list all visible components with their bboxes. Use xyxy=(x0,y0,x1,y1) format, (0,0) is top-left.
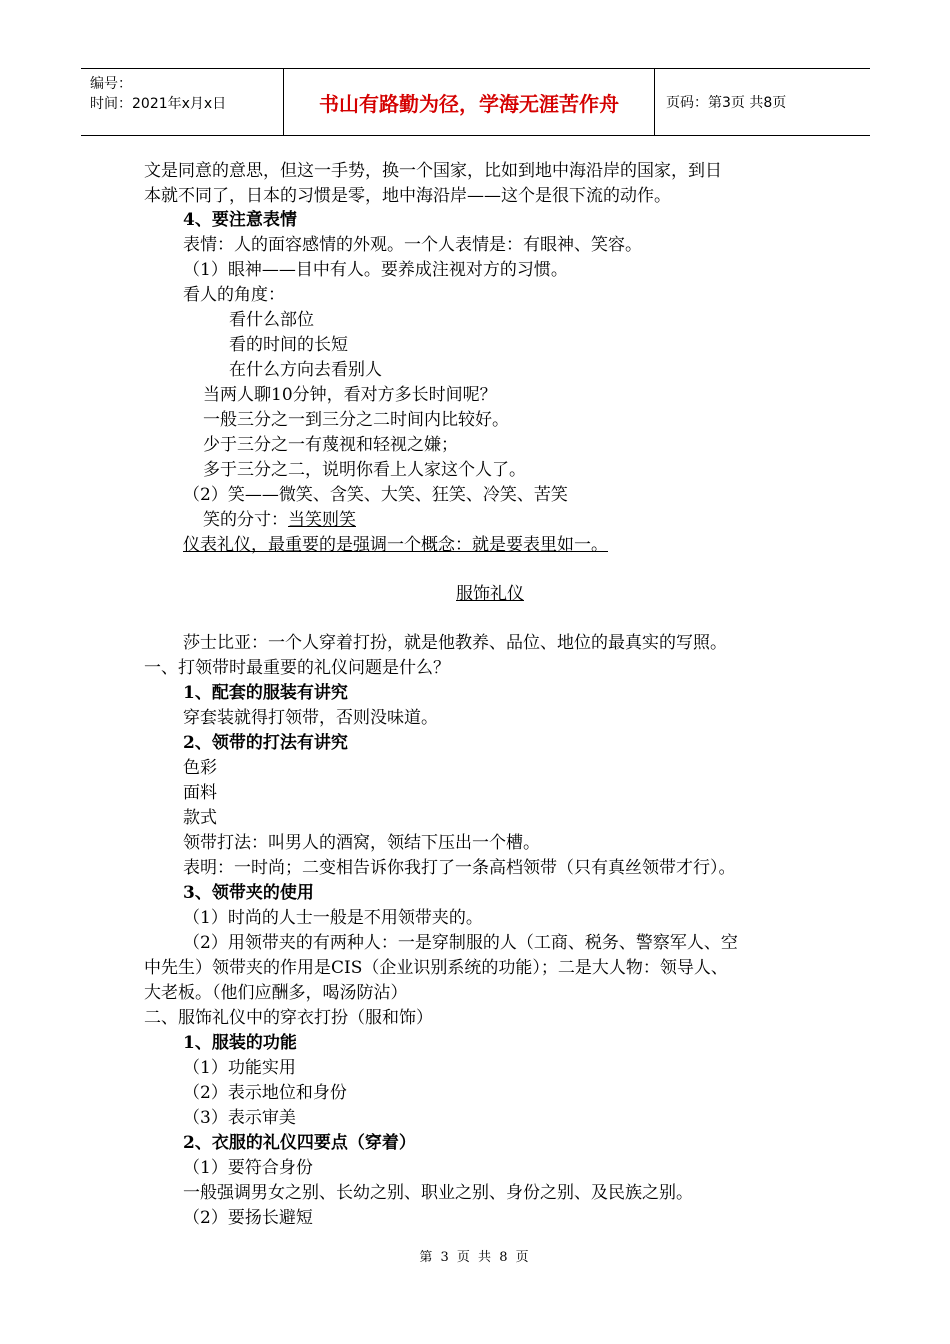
page-header xyxy=(81,68,870,136)
body-line: 看人的角度： xyxy=(183,285,285,305)
time-label: 时间：2021年x月x日 xyxy=(90,96,227,112)
body-line: （2）表示地位和身份 xyxy=(183,1083,347,1103)
body-line: 色彩 xyxy=(183,758,217,778)
body-line: （1）眼神——目中有人。要养成注视对方的习惯。 xyxy=(183,260,568,280)
body-line: 少于三分之一有蔑视和轻视之嫌； xyxy=(203,435,458,455)
body-line: 大老板。（他们应酬多，喝汤防沾） xyxy=(144,983,408,1003)
body-line: （3）表示审美 xyxy=(183,1108,296,1128)
section-title: 服饰礼仪 xyxy=(456,584,524,604)
section-heading: 1、配套的服装有讲究 xyxy=(183,683,348,703)
body-line: 在什么方向去看别人 xyxy=(229,360,382,380)
body-line: 仪表礼仪，最重要的是强调一个概念：就是要表里如一。 xyxy=(183,535,608,555)
body-line xyxy=(203,509,356,531)
body-line: （2）要扬长避短 xyxy=(183,1208,313,1228)
body-line: 多于三分之二，说明你看上人家这个人了。 xyxy=(203,460,526,480)
section-heading: 2、衣服的礼仪四要点（穿着） xyxy=(183,1133,416,1153)
body-line: （1）要符合身份 xyxy=(183,1158,313,1178)
body-line: （2）笑——微笑、含笑、大笑、狂笑、冷笑、苦笑 xyxy=(183,485,568,505)
body-line: （2）用领带夹的有两种人：一是穿制服的人（工商、税务、警察军人、空 xyxy=(183,933,738,953)
section-heading: 2、领带的打法有讲究 xyxy=(183,733,348,753)
body-line: 莎士比亚：一个人穿着打扮，就是他教养、品位、地位的最真实的写照。 xyxy=(183,633,727,653)
section-heading: 一、打领带时最重要的礼仪问题是什么？ xyxy=(144,658,450,678)
body-line: 一般三分之一到三分之二时间内比较好。 xyxy=(203,410,509,430)
body-line: 领带打法：叫男人的酒窝，领结下压出一个槽。 xyxy=(183,833,540,853)
body-line: 一般强调男女之别、长幼之别、职业之别、身份之别、及民族之别。 xyxy=(183,1183,693,1203)
body-line: 看什么部位 xyxy=(229,310,314,330)
body-line: 面料 xyxy=(183,783,217,803)
body-line: 本就不同了，日本的习惯是零，地中海沿岸——这个是很下流的动作。 xyxy=(144,186,671,206)
section-heading: 二、服饰礼仪中的穿衣打扮（服和饰） xyxy=(144,1008,433,1028)
number-label: 编号： xyxy=(90,76,132,92)
body-line: 表情：人的面容感情的外观。一个人表情是：有眼神、笑容。 xyxy=(183,235,642,255)
section-heading: 4、要注意表情 xyxy=(183,210,297,230)
body-line: 表明：一时尚；二变相告诉你我打了一条高档领带（只有真丝领带才行）。 xyxy=(183,858,736,878)
smile-measure-value: 当笑则笑 xyxy=(288,510,356,530)
body-line: （1）时尚的人士一般是不用领带夹的。 xyxy=(183,908,483,928)
section-heading: 1、服装的功能 xyxy=(183,1033,297,1053)
header-motto: 书山有路勤为径，学海无涯苦作舟 xyxy=(284,69,655,135)
section-heading: 3、领带夹的使用 xyxy=(183,883,314,903)
body-line: （1）功能实用 xyxy=(183,1058,296,1078)
body-line: 中先生）领带夹的作用是CIS（企业识别系统的功能）；二是大人物：领导人、 xyxy=(144,958,728,978)
smile-measure-label: 笑的分寸： xyxy=(203,510,288,530)
body-line: 文是同意的意思，但这一手势，换一个国家，比如到地中海沿岸的国家，到日 xyxy=(144,161,722,181)
page-footer: 第 3 页 共 8 页 xyxy=(419,1250,531,1265)
header-meta-cell xyxy=(81,69,284,135)
body-line: 穿套装就得打领带，否则没味道。 xyxy=(183,708,438,728)
body-line: 看的时间的长短 xyxy=(229,335,348,355)
header-page-label: 页码：第3页 共8页 xyxy=(666,95,787,111)
body-line: 款式 xyxy=(183,808,217,828)
body-line: 当两人聊10分钟，看对方多长时间呢？ xyxy=(203,385,497,405)
